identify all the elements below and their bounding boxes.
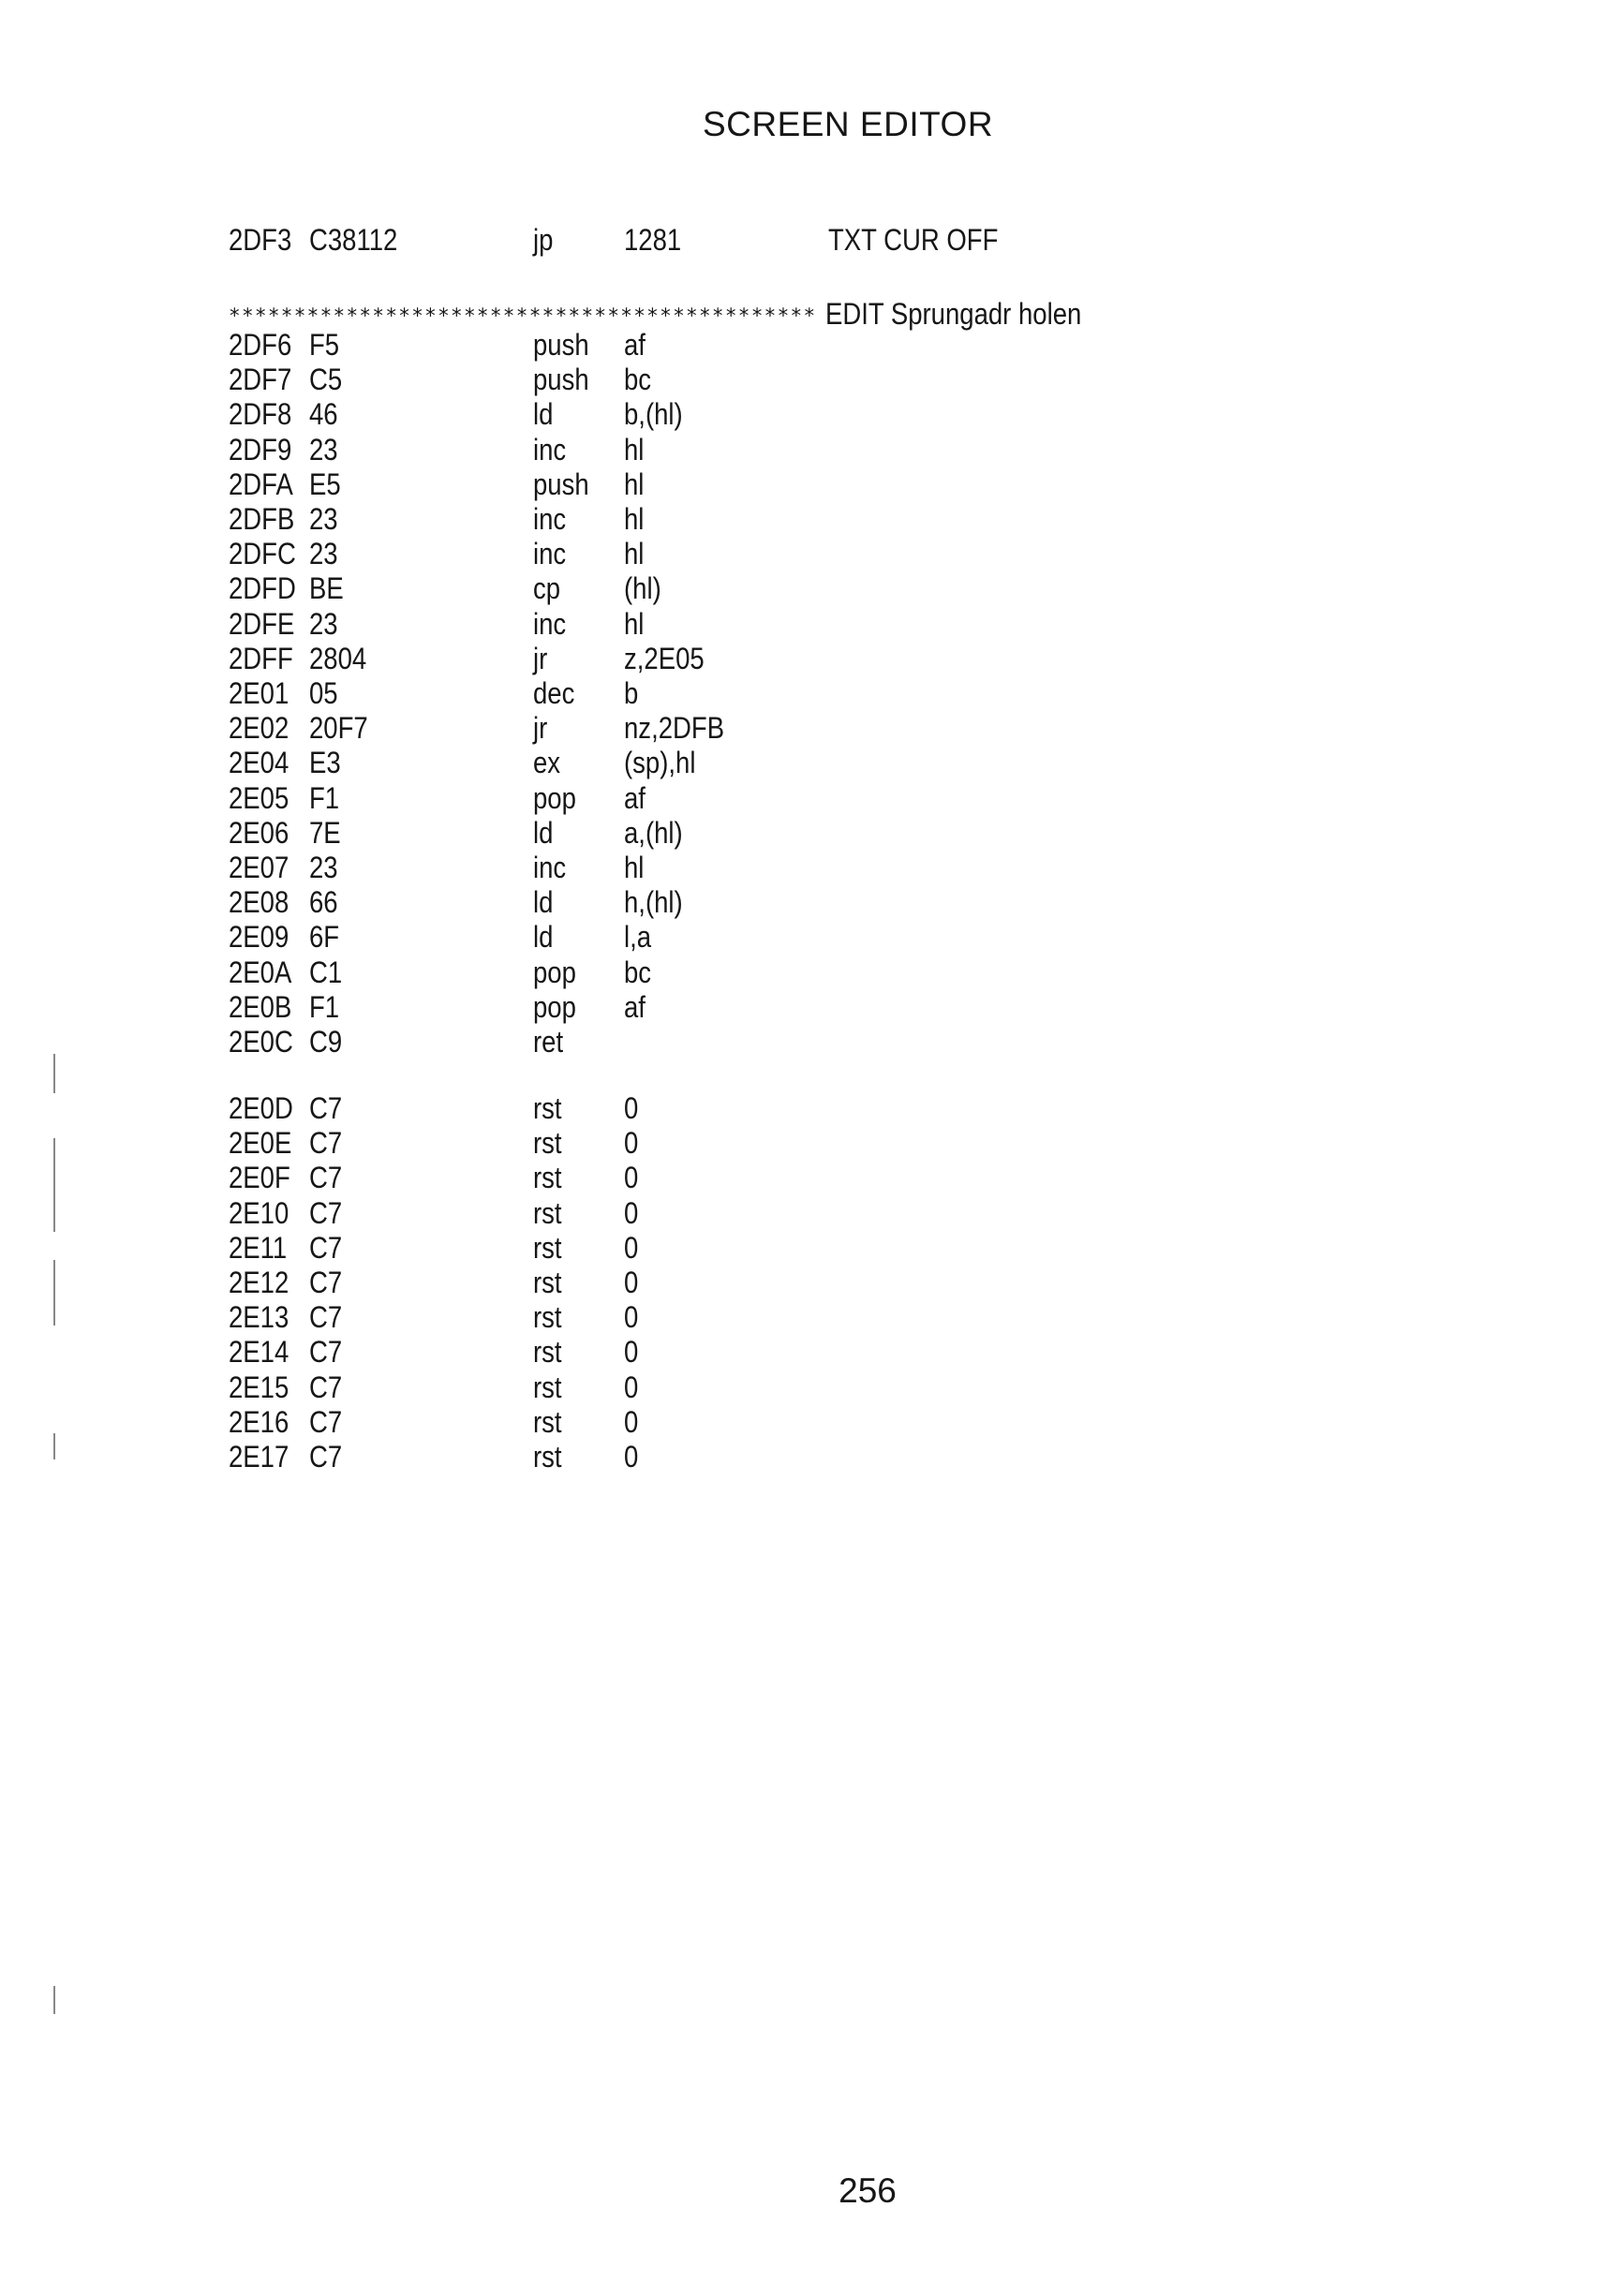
mnemonic: ret — [533, 1025, 564, 1059]
mnemonic: ld — [533, 920, 554, 955]
opcode-bytes: C7 — [309, 1230, 343, 1265]
address: 2E0B — [229, 989, 292, 1024]
mnemonic: inc — [533, 851, 567, 884]
mnemonic: inc — [533, 502, 567, 536]
mnemonic: rst — [533, 1161, 562, 1195]
opcode-bytes: F1 — [309, 780, 340, 815]
address: 2E17 — [229, 1440, 289, 1474]
operand: hl — [624, 851, 645, 884]
address: 2DF7 — [229, 363, 292, 397]
opcode-bytes: C7 — [309, 1404, 343, 1439]
address: 2E0F — [229, 1161, 290, 1195]
mnemonic: push — [533, 328, 589, 362]
opcode-bytes: 46 — [309, 397, 338, 432]
operand: hl — [624, 502, 645, 536]
address: 2DFE — [229, 606, 295, 641]
operand: 0 — [624, 1161, 639, 1195]
operand: af — [624, 780, 646, 815]
scan-speck — [53, 1433, 55, 1459]
address: 2E0E — [229, 1126, 292, 1161]
operand: 0 — [624, 1126, 639, 1161]
operand: hl — [624, 606, 645, 641]
mnemonic: ld — [533, 815, 554, 850]
opcode-bytes: E5 — [309, 467, 341, 501]
opcode-bytes: C7 — [309, 1195, 343, 1230]
address: 2E0A — [229, 955, 292, 989]
operand: 0 — [624, 1300, 639, 1335]
address: 2E10 — [229, 1195, 289, 1230]
opcode-bytes: 05 — [309, 676, 338, 710]
opcode-bytes: C7 — [309, 1091, 343, 1125]
asterisk-rule: ********************************************* — [229, 304, 817, 328]
operand: 1281 — [624, 223, 682, 257]
address: 2DF8 — [229, 397, 292, 432]
operand: hl — [624, 537, 645, 571]
mnemonic: inc — [533, 432, 567, 467]
mnemonic: pop — [533, 780, 576, 815]
opcode-bytes: C5 — [309, 363, 343, 397]
mnemonic: rst — [533, 1195, 562, 1230]
mnemonic: rst — [533, 1300, 562, 1335]
scan-speck — [53, 1054, 55, 1093]
address: 2E06 — [229, 815, 289, 850]
operand: hl — [624, 467, 645, 501]
opcode-bytes: C7 — [309, 1370, 343, 1404]
opcode-bytes: F5 — [309, 328, 340, 362]
operand: l,a — [624, 920, 652, 955]
operand: a,(hl) — [624, 815, 683, 850]
opcode-bytes: C9 — [309, 1025, 343, 1059]
opcode-bytes: 2804 — [309, 641, 367, 675]
opcode-bytes: 23 — [309, 606, 338, 641]
address: 2E16 — [229, 1404, 289, 1439]
operand: 0 — [624, 1440, 639, 1474]
address: 2DFF — [229, 641, 293, 675]
mnemonic: ex — [533, 746, 561, 780]
address: 2E01 — [229, 676, 289, 710]
operand: hl — [624, 432, 645, 467]
opcode-bytes: C38112 — [309, 223, 398, 257]
opcode-bytes: 6F — [309, 920, 340, 955]
address: 2E0D — [229, 1091, 293, 1125]
opcode-bytes: C7 — [309, 1266, 343, 1299]
operand: 0 — [624, 1335, 639, 1370]
address: 2E02 — [229, 711, 289, 746]
opcode-bytes: 23 — [309, 537, 338, 571]
scan-speck — [53, 1138, 55, 1232]
mnemonic: jr — [533, 641, 548, 675]
address: 2E12 — [229, 1266, 289, 1299]
opcode-bytes: C7 — [309, 1335, 343, 1370]
address: 2E07 — [229, 851, 289, 884]
mnemonic: rst — [533, 1370, 562, 1404]
opcode-bytes: 66 — [309, 885, 338, 920]
operand: bc — [624, 955, 652, 989]
opcode-bytes: 20F7 — [309, 711, 368, 746]
mnemonic: rst — [533, 1404, 562, 1439]
mnemonic: cp — [533, 571, 561, 606]
page-number: 256 — [839, 2171, 897, 2210]
mnemonic: pop — [533, 955, 576, 989]
address: 2DFD — [229, 571, 296, 606]
address: 2DF3 — [229, 223, 292, 257]
scan-speck — [53, 1986, 55, 2014]
mnemonic: rst — [533, 1126, 562, 1161]
comment: TXT CUR OFF — [828, 223, 999, 257]
mnemonic: jp — [533, 223, 554, 257]
mnemonic: inc — [533, 537, 567, 571]
address: 2E09 — [229, 920, 289, 955]
operand: af — [624, 328, 646, 362]
opcode-bytes: C1 — [309, 955, 343, 989]
address: 2E14 — [229, 1335, 289, 1370]
section-label: EDIT Sprungadr holen — [825, 297, 1082, 331]
opcode-bytes: 23 — [309, 502, 338, 536]
opcode-bytes: 7E — [309, 815, 341, 850]
mnemonic: push — [533, 363, 589, 397]
mnemonic: rst — [533, 1440, 562, 1474]
address: 2E08 — [229, 885, 289, 920]
operand: 0 — [624, 1370, 639, 1404]
mnemonic: ld — [533, 397, 554, 432]
operand: 0 — [624, 1230, 639, 1265]
address: 2DFB — [229, 502, 295, 536]
operand: h,(hl) — [624, 885, 683, 920]
operand: 0 — [624, 1091, 639, 1125]
address: 2E15 — [229, 1370, 289, 1404]
page-title: SCREEN EDITOR — [702, 105, 994, 143]
mnemonic: rst — [533, 1335, 562, 1370]
operand: bc — [624, 363, 652, 397]
operand: 0 — [624, 1195, 639, 1230]
mnemonic: push — [533, 467, 589, 501]
opcode-bytes: BE — [309, 571, 344, 606]
operand: b,(hl) — [624, 397, 683, 432]
address: 2E0C — [229, 1025, 293, 1059]
address: 2DFC — [229, 537, 296, 571]
address: 2E05 — [229, 780, 289, 815]
operand: (sp),hl — [624, 746, 696, 780]
mnemonic: rst — [533, 1091, 562, 1125]
scan-speck — [53, 1260, 55, 1326]
operand: af — [624, 989, 646, 1024]
address: 2E04 — [229, 746, 289, 780]
operand: nz,2DFB — [624, 711, 725, 746]
address: 2DF9 — [229, 432, 292, 467]
opcode-bytes: C7 — [309, 1300, 343, 1335]
opcode-bytes: 23 — [309, 851, 338, 884]
operand: 0 — [624, 1266, 639, 1299]
address: 2E13 — [229, 1300, 289, 1335]
address: 2DFA — [229, 467, 293, 501]
opcode-bytes: 23 — [309, 432, 338, 467]
section-separator — [229, 297, 1123, 332]
mnemonic: jr — [533, 711, 548, 746]
operand: 0 — [624, 1404, 639, 1439]
mnemonic: pop — [533, 989, 576, 1024]
opcode-bytes: E3 — [309, 746, 341, 780]
mnemonic: rst — [533, 1230, 562, 1265]
opcode-bytes: C7 — [309, 1126, 343, 1161]
opcode-bytes: C7 — [309, 1440, 343, 1474]
operand: b — [624, 676, 639, 710]
opcode-bytes: C7 — [309, 1161, 343, 1195]
mnemonic: rst — [533, 1266, 562, 1299]
operand: (hl) — [624, 571, 661, 606]
address: 2E11 — [229, 1230, 288, 1265]
mnemonic: inc — [533, 606, 567, 641]
opcode-bytes: F1 — [309, 989, 340, 1024]
operand: z,2E05 — [624, 641, 705, 675]
address: 2DF6 — [229, 328, 292, 362]
mnemonic: ld — [533, 885, 554, 920]
mnemonic: dec — [533, 676, 575, 710]
